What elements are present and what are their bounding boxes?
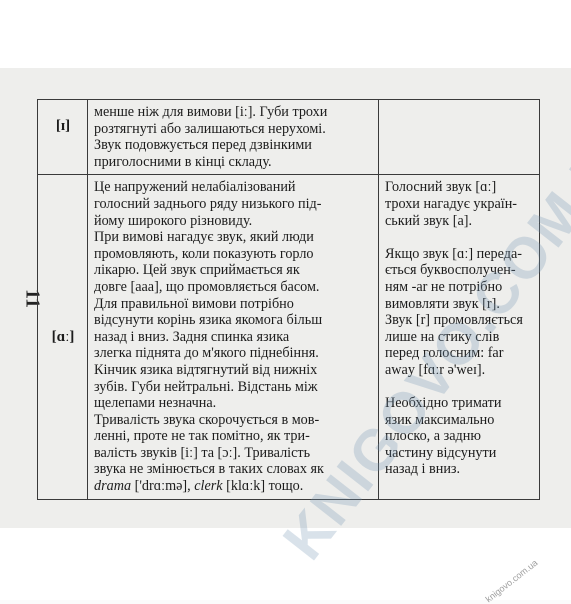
description-line: щелепами незначна. [94, 395, 217, 412]
note-line: Необхідно тримати [385, 395, 502, 412]
phoneme-note [379, 100, 540, 175]
description-line-final [94, 478, 373, 495]
paragraph-gap [385, 229, 534, 246]
description-line: Звук подовжується перед дзвінкими [94, 137, 312, 154]
note-line: Якщо звук [ɑː] переда- [385, 245, 522, 262]
phonetics-table [37, 99, 540, 500]
description-line: При вимові нагадує звук, який люди [94, 229, 314, 246]
description-line: зубів. Губи нейтральні. Відстань між [94, 378, 318, 395]
note-line: вимовляти звук [r]. [385, 295, 500, 312]
description-line: Кінчик язика відтягнутий від нижніх [94, 361, 318, 378]
note-line: язик максимально [385, 411, 495, 428]
note-line: Звук [r] промовляється [385, 312, 523, 329]
transcription: ['drɑːmə], [131, 478, 195, 495]
phoneme-description [88, 175, 379, 499]
note-line: ський звук [а]. [385, 212, 473, 229]
description-line: валість звуків [iː] та [ɔː]. Тривалість [94, 444, 311, 461]
transcription: [klɑːk] тощо. [222, 478, 304, 495]
note-line: лише на стику слів [385, 328, 500, 345]
description-line: ленні, проте не так помітно, як три- [94, 428, 310, 445]
description-line: приголосними в кінці складу. [94, 153, 272, 170]
paragraph-gap [385, 379, 534, 396]
example-word: clerk [194, 478, 223, 495]
table-row [38, 100, 540, 175]
phoneme-description [88, 100, 379, 175]
description-line: Це напружений нелабіалізований [94, 179, 296, 196]
phoneme-symbol: [ɑː] [38, 175, 88, 499]
description-line: звука не змінюється в таких словах як [94, 461, 324, 478]
note-line: плоско, а задню [385, 428, 481, 445]
description-line: Для правильної вимови потрібно [94, 295, 294, 312]
note-line: Голосний звук [ɑː] [385, 179, 497, 196]
description-line: назад і вниз. Задня спинка язика [94, 328, 290, 345]
description-line: злегка піднята до м'якого піднебіння. [94, 345, 319, 362]
phoneme-symbol: [ɪ] [38, 100, 88, 175]
description-line: відсунути корінь язика якомога більш [94, 312, 323, 329]
description-line: Тривалість звука скорочується в мов- [94, 411, 320, 428]
background-top [0, 0, 571, 68]
description-line: промовляють, коли показують горло [94, 245, 314, 262]
site-stamp: knigovo.com.ua [483, 557, 540, 604]
page-number: 11 [21, 289, 44, 308]
example-word: drama [94, 478, 132, 495]
description-line: розтягнуті або залишаються нерухомі. [94, 120, 326, 137]
phoneme-note [379, 175, 540, 499]
note-line: away [fɑːr ə'weɪ]. [385, 361, 486, 378]
note-line: трохи нагадує україн- [385, 195, 518, 212]
background-bottom [0, 528, 571, 600]
note-line: ється буквосполучен- [385, 262, 516, 279]
note-line: назад і вниз. [385, 461, 461, 478]
description-line: голосний заднього ряду низького під- [94, 195, 322, 212]
description-line: йому широкого різновиду. [94, 212, 253, 229]
description-line: лікарю. Цей звук сприймається як [94, 262, 300, 279]
note-line: частину відсунути [385, 444, 497, 461]
description-line: довге [aaa], що промовляється басом. [94, 278, 320, 295]
description-line: менше ніж для вимови [iː]. Губи трохи [94, 104, 328, 120]
table-row [38, 175, 540, 499]
note-line: ням -ar не потрібно [385, 278, 503, 295]
note-line: перед голосним: far [385, 345, 504, 362]
